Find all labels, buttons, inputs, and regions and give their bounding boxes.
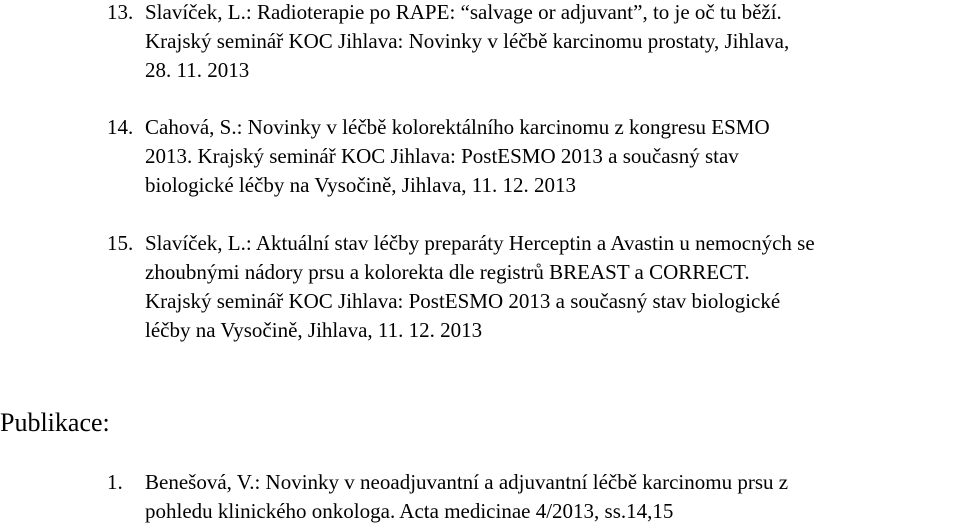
entry-line: 28. 11. 2013 xyxy=(145,58,250,82)
entry-line: zhoubnými nádory prsu a kolorekta dle registrů BREAST a CORRECT. xyxy=(145,260,750,284)
entry-number: 1. xyxy=(107,470,123,494)
publication-entry-1 xyxy=(107,468,957,526)
entry-line: biologické léčby na Vysočině, Jihlava, 11. 12. 2013 xyxy=(145,173,577,197)
entry-line: Krajský seminář KOC Jihlava: PostESMO 2013 a současný stav biologické xyxy=(145,289,781,313)
entry-line: pohledu klinického onkologa. Acta medicinae 4/2013, ss.14,15 xyxy=(145,499,674,523)
entry-number: 15. xyxy=(107,231,134,255)
entry-text: Cahová, S.: Novinky v léčbě kolorektálního karcinomu z kongresu ESMO xyxy=(145,115,770,139)
presentation-entry-14 xyxy=(107,113,957,200)
entry-line: Krajský seminář KOC Jihlava: Novinky v léčbě karcinomu prostaty, Jihlava, xyxy=(145,29,790,53)
entry-number: 13. xyxy=(107,0,134,24)
entry-line xyxy=(107,0,957,27)
presentation-entry-15 xyxy=(107,229,957,345)
entry-text: Slavíček, L.: Aktuální stav léčby preparáty Herceptin a Avastin u nemocných se xyxy=(145,231,815,255)
entry-line: léčby na Vysočině, Jihlava, 11. 12. 2013 xyxy=(145,318,483,342)
entry-text: Benešová, V.: Novinky v neoadjuvantní a adjuvantní léčbě karcinomu prsu z xyxy=(145,470,789,494)
publications-heading: Publikace: xyxy=(0,408,110,437)
entry-line xyxy=(107,113,957,142)
presentation-entry-13 xyxy=(107,0,957,85)
entry-line: 2013. Krajský seminář KOC Jihlava: PostESMO 2013 a současný stav xyxy=(145,144,739,168)
entry-number: 14. xyxy=(107,115,134,139)
entry-line xyxy=(107,229,957,258)
entry-line xyxy=(107,468,957,497)
entry-text: Slavíček, L.: Radioterapie po RAPE: “salvage or adjuvant”, to je oč tu běží. xyxy=(145,0,782,24)
